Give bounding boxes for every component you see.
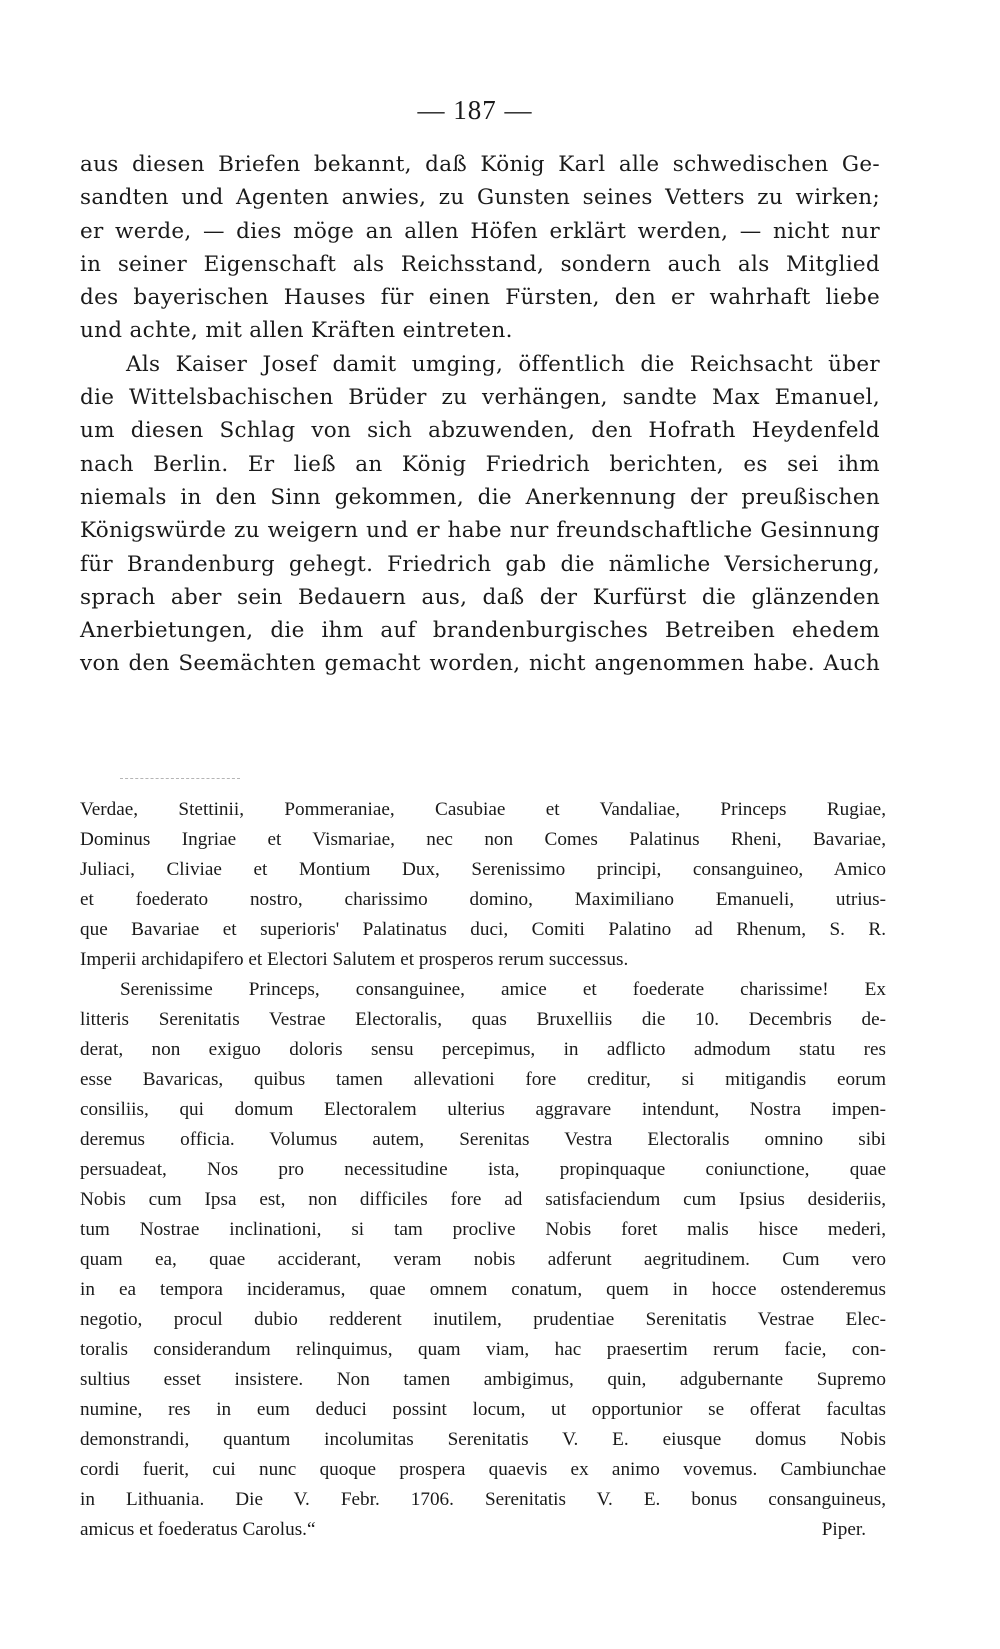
footnote-line: negotio, procul dubio redderent inutilem, prudentiae Serenitatis Vestrae Elec-	[80, 1309, 886, 1330]
footnote-line: derat, non exiguo doloris sensu percepimus, in adflicto admodum statu res	[80, 1039, 886, 1060]
footnote-line: tum Nostrae inclinationi, si tam proclive Nobis foret malis hisce mederi,	[80, 1219, 886, 1240]
main-text-line: er werde, — dies möge an allen Höfen erklärt werden, — nicht nur	[80, 218, 880, 244]
main-text-line: Anerbietungen, die ihm auf brandenburgisches Betreiben ehedem	[80, 618, 880, 644]
footnote-closing: amicus et foederatus Carolus.“	[80, 1519, 316, 1540]
footnote-line: esse Bavaricas, quibus tamen allevationi fore creditur, si mitigandis eorum	[80, 1069, 886, 1090]
footnote-line: Imperii archidapifero et Electori Salutem et prosperos rerum successus.	[80, 949, 629, 970]
footnote-line: numine, res in eum deduci possint locum, ut opportunior se offerat facultas	[80, 1399, 886, 1420]
footnote-line: quam ea, quae acciderant, veram nobis adferunt aegritudinem. Cum vero	[80, 1249, 886, 1270]
footnote-signature: Piper.	[821, 1519, 866, 1540]
footnote-line: consiliis, qui domum Electoralem ulterius aggravare intendunt, Nostra impen-	[80, 1099, 886, 1120]
footnote-signoff	[80, 1515, 886, 1545]
footnote-line: Dominus Ingriae et Vismariae, nec non Comes Palatinus Rheni, Bavariae,	[80, 829, 886, 850]
page-number: — 187 —	[417, 95, 533, 125]
footnote-line: cordi fuerit, cui nunc quoque prospera quaevis ex animo vovemus. Cambiunchae	[80, 1459, 886, 1480]
main-text-line: in seiner Eigenschaft als Reichsstand, sondern auch als Mitglied	[80, 251, 880, 277]
main-text-line: niemals in den Sinn gekommen, die Anerkennung der preußischen	[80, 484, 880, 510]
footnote-line: toralis considerandum relinquimus, quam viam, hac praesertim rerum facie, con-	[80, 1339, 886, 1360]
footnote-line: sultius esset insistere. Non tamen ambigimus, quin, adgubernante Supremo	[80, 1369, 886, 1390]
footnote-line: Nobis cum Ipsa est, non difficiles fore ad satisfaciendum cum Ipsius desideriis,	[80, 1189, 886, 1210]
main-text-line: die Wittelsbachischen Brüder zu verhängen, sandte Max Emanuel,	[80, 385, 880, 411]
footnote-line: deremus officia. Volumus autem, Serenitas Vestra Electoralis omnino sibi	[80, 1129, 886, 1150]
main-text-line: für Brandenburg gehegt. Friedrich gab die nämliche Versicherung,	[80, 551, 880, 577]
main-text-block	[80, 148, 880, 681]
main-text-line: sprach aber sein Bedauern aus, daß der Kurfürst die glänzenden	[80, 584, 880, 610]
footnote-block	[80, 795, 886, 1545]
footnote-separator	[120, 778, 240, 779]
main-text-line: und achte, mit allen Kräften eintreten.	[80, 318, 513, 344]
footnote-line: in Lithuania. Die V. Febr. 1706. Serenitatis V. E. bonus consanguineus,	[80, 1489, 886, 1510]
main-text-line: von den Seemächten gemacht worden, nicht angenommen habe. Auch	[80, 651, 880, 677]
footnote-line: que Bavariae et superioris' Palatinatus duci, Comiti Palatino ad Rhenum, S. R.	[80, 919, 886, 940]
footnote-line: demonstrandi, quantum incolumitas Serenitatis V. E. eiusque domus Nobis	[80, 1429, 886, 1450]
main-text-line: Als Kaiser Josef damit umging, öffentlich die Reichsacht über	[126, 351, 880, 377]
main-text-line: des bayerischen Hauses für einen Fürsten, den er wahrhaft liebe	[80, 285, 880, 311]
main-text-line: Königswürde zu weigern und er habe nur freundschaftliche Gesinnung	[80, 518, 880, 544]
footnote-line: in ea tempora incideramus, quae omnem conatum, quem in hocce ostenderemus	[80, 1279, 886, 1300]
main-text-line: um diesen Schlag von sich abzuwenden, den Hofrath Heydenfeld	[80, 418, 880, 444]
footnote-line: Serenissime Princeps, consanguinee, amice et foederate charissime! Ex	[120, 979, 886, 1000]
main-text-line: aus diesen Briefen bekannt, daß König Karl alle schwedischen Ge-	[80, 152, 880, 177]
footnote-line: litteris Serenitatis Vestrae Electoralis, quas Bruxelliis die 10. Decembris de-	[80, 1009, 886, 1030]
main-text-line: sandten und Agenten anwies, zu Gunsten seines Vetters zu wirken;	[80, 185, 880, 211]
footnote-line: et foederato nostro, charissimo domino, Maximiliano Emanueli, utrius-	[80, 889, 886, 910]
footnote-line: persuadeat, Nos pro necessitudine ista, propinquaque coniunctione, quae	[80, 1159, 886, 1180]
footnote-line: Verdae, Stettinii, Pommeraniae, Casubiae et Vandaliae, Princeps Rugiae,	[80, 799, 886, 820]
main-text-line: nach Berlin. Er ließ an König Friedrich berichten, es sei ihm	[80, 451, 880, 477]
footnote-line: Juliaci, Cliviae et Montium Dux, Serenissimo principi, consanguineo, Amico	[80, 859, 886, 880]
